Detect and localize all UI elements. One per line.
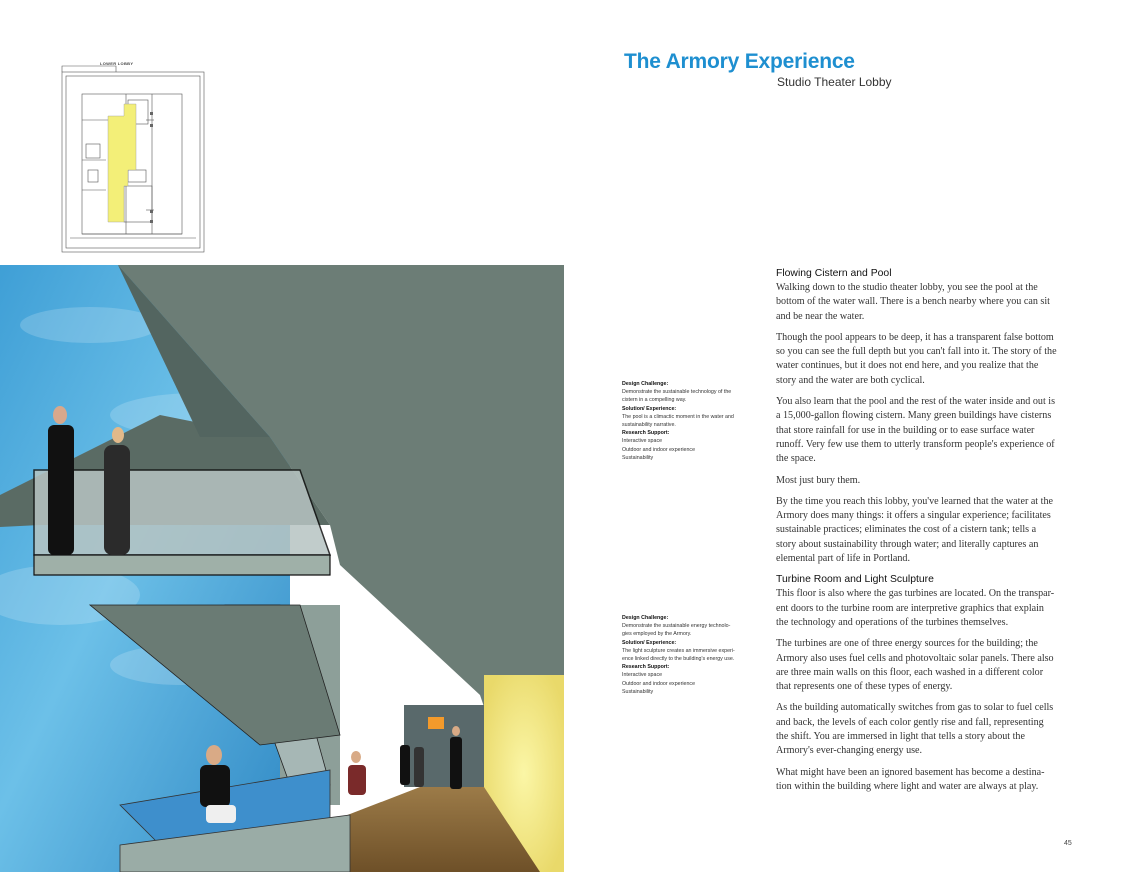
note-research-label: Research Support:	[622, 664, 670, 671]
article-body	[776, 265, 1058, 801]
floor-plan-diagram	[58, 60, 208, 256]
paragraph: By the time you reach this lobby, you've learned that the water at the Armory does many things: it offers a singular experience; facilitates sustainable practices; eliminates the cost of a cistern tank; tells a story about sustainability through water; and literally captures an elemental part of life in Portland.	[776, 495, 1053, 565]
note-solution-line: ence linked directly to the building's energy use.	[622, 656, 735, 663]
note-challenge-label: Design Challenge:	[622, 615, 669, 621]
note-solution-line: sustainability narrative.	[622, 422, 676, 429]
note-research-line: Sustainability	[622, 454, 654, 461]
note-research-line: Interactive space	[622, 672, 663, 679]
plan-label: LOWER LOBBY	[100, 61, 134, 66]
note-challenge-label: Design Challenge:	[622, 381, 669, 387]
page-title: The Armory Experience	[624, 50, 855, 73]
note-solution-label: Solution/ Experience:	[622, 405, 677, 412]
note-solution-line: The light sculpture creates an immersive experi-	[622, 647, 735, 654]
section-heading-turbine: Turbine Room and Light Sculpture	[776, 574, 934, 586]
note-research-label: Research Support:	[622, 430, 670, 437]
note-research-line: Outdoor and indoor experience	[622, 446, 696, 453]
note-research-line: Interactive space	[622, 438, 663, 445]
paragraph: What might have been an ignored basement has become a destina-tion within the building where light and water are always at play.	[776, 766, 1045, 792]
paragraph: Though the pool appears to be deep, it has a transparent false bottom so you can see the full depth but you can't fall into it. The story of the water continues, but it does not end here, and you realize that the story and the water are both cyclical.	[776, 331, 1057, 386]
page-subtitle: Studio Theater Lobby	[777, 75, 892, 89]
note-research-line: Outdoor and indoor experience	[622, 680, 696, 687]
page-number: 45	[1064, 840, 1072, 847]
paragraph: Walking down to the studio theater lobby, you see the pool at the bottom of the water wall. There is a bench nearby where you can sit and be near the water.	[776, 282, 1050, 322]
note-research-line: Sustainability	[622, 688, 654, 695]
paragraph: As the building automatically switches from gas to solar to fuel cells and back, the levels of each color gently rise and fall, representing the shift. You are immersed in light that tells a story about the Armory's ever-changing energy use.	[776, 702, 1054, 757]
paragraph: The turbines are one of three energy sources for the building; the Armory also uses fuel cells and photovoltaic solar panels. There also are three main walls on this floor, each washed in a different color that represents one of these types of energy.	[776, 638, 1054, 693]
note-challenge-line: cistern in a compelling way.	[622, 397, 687, 404]
section-heading-cistern: Flowing Cistern and Pool	[776, 268, 892, 279]
paragraph: You also learn that the pool and the rest of the water inside and out is a 15,000-gallon flowing cistern. Many green buildings have cisterns that store rainfall for use in the building or to ease surface water runoff. Very few use them to utterly transform people's experience of the space.	[776, 396, 1056, 465]
lobby-rendering	[0, 265, 564, 872]
note-challenge-line: gies employed by the Armory.	[622, 631, 692, 638]
design-notes-cistern	[622, 380, 758, 462]
design-notes-turbine	[622, 614, 758, 696]
note-challenge-line: Demonstrate the sustainable energy technolo-	[622, 623, 731, 630]
note-challenge-line: Demonstrate the sustainable technology of the	[622, 389, 732, 396]
note-solution-label: Solution/ Experience:	[622, 639, 677, 646]
note-solution-line: The pool is a climactic moment in the water and	[622, 413, 734, 420]
paragraph: This floor is also where the gas turbines are located. On the transpar-ent doors to the turbine room are interpretive graphics that explain the technology and operations of the turbines themselves.	[776, 588, 1055, 628]
paragraph: Most just bury them.	[776, 474, 861, 486]
